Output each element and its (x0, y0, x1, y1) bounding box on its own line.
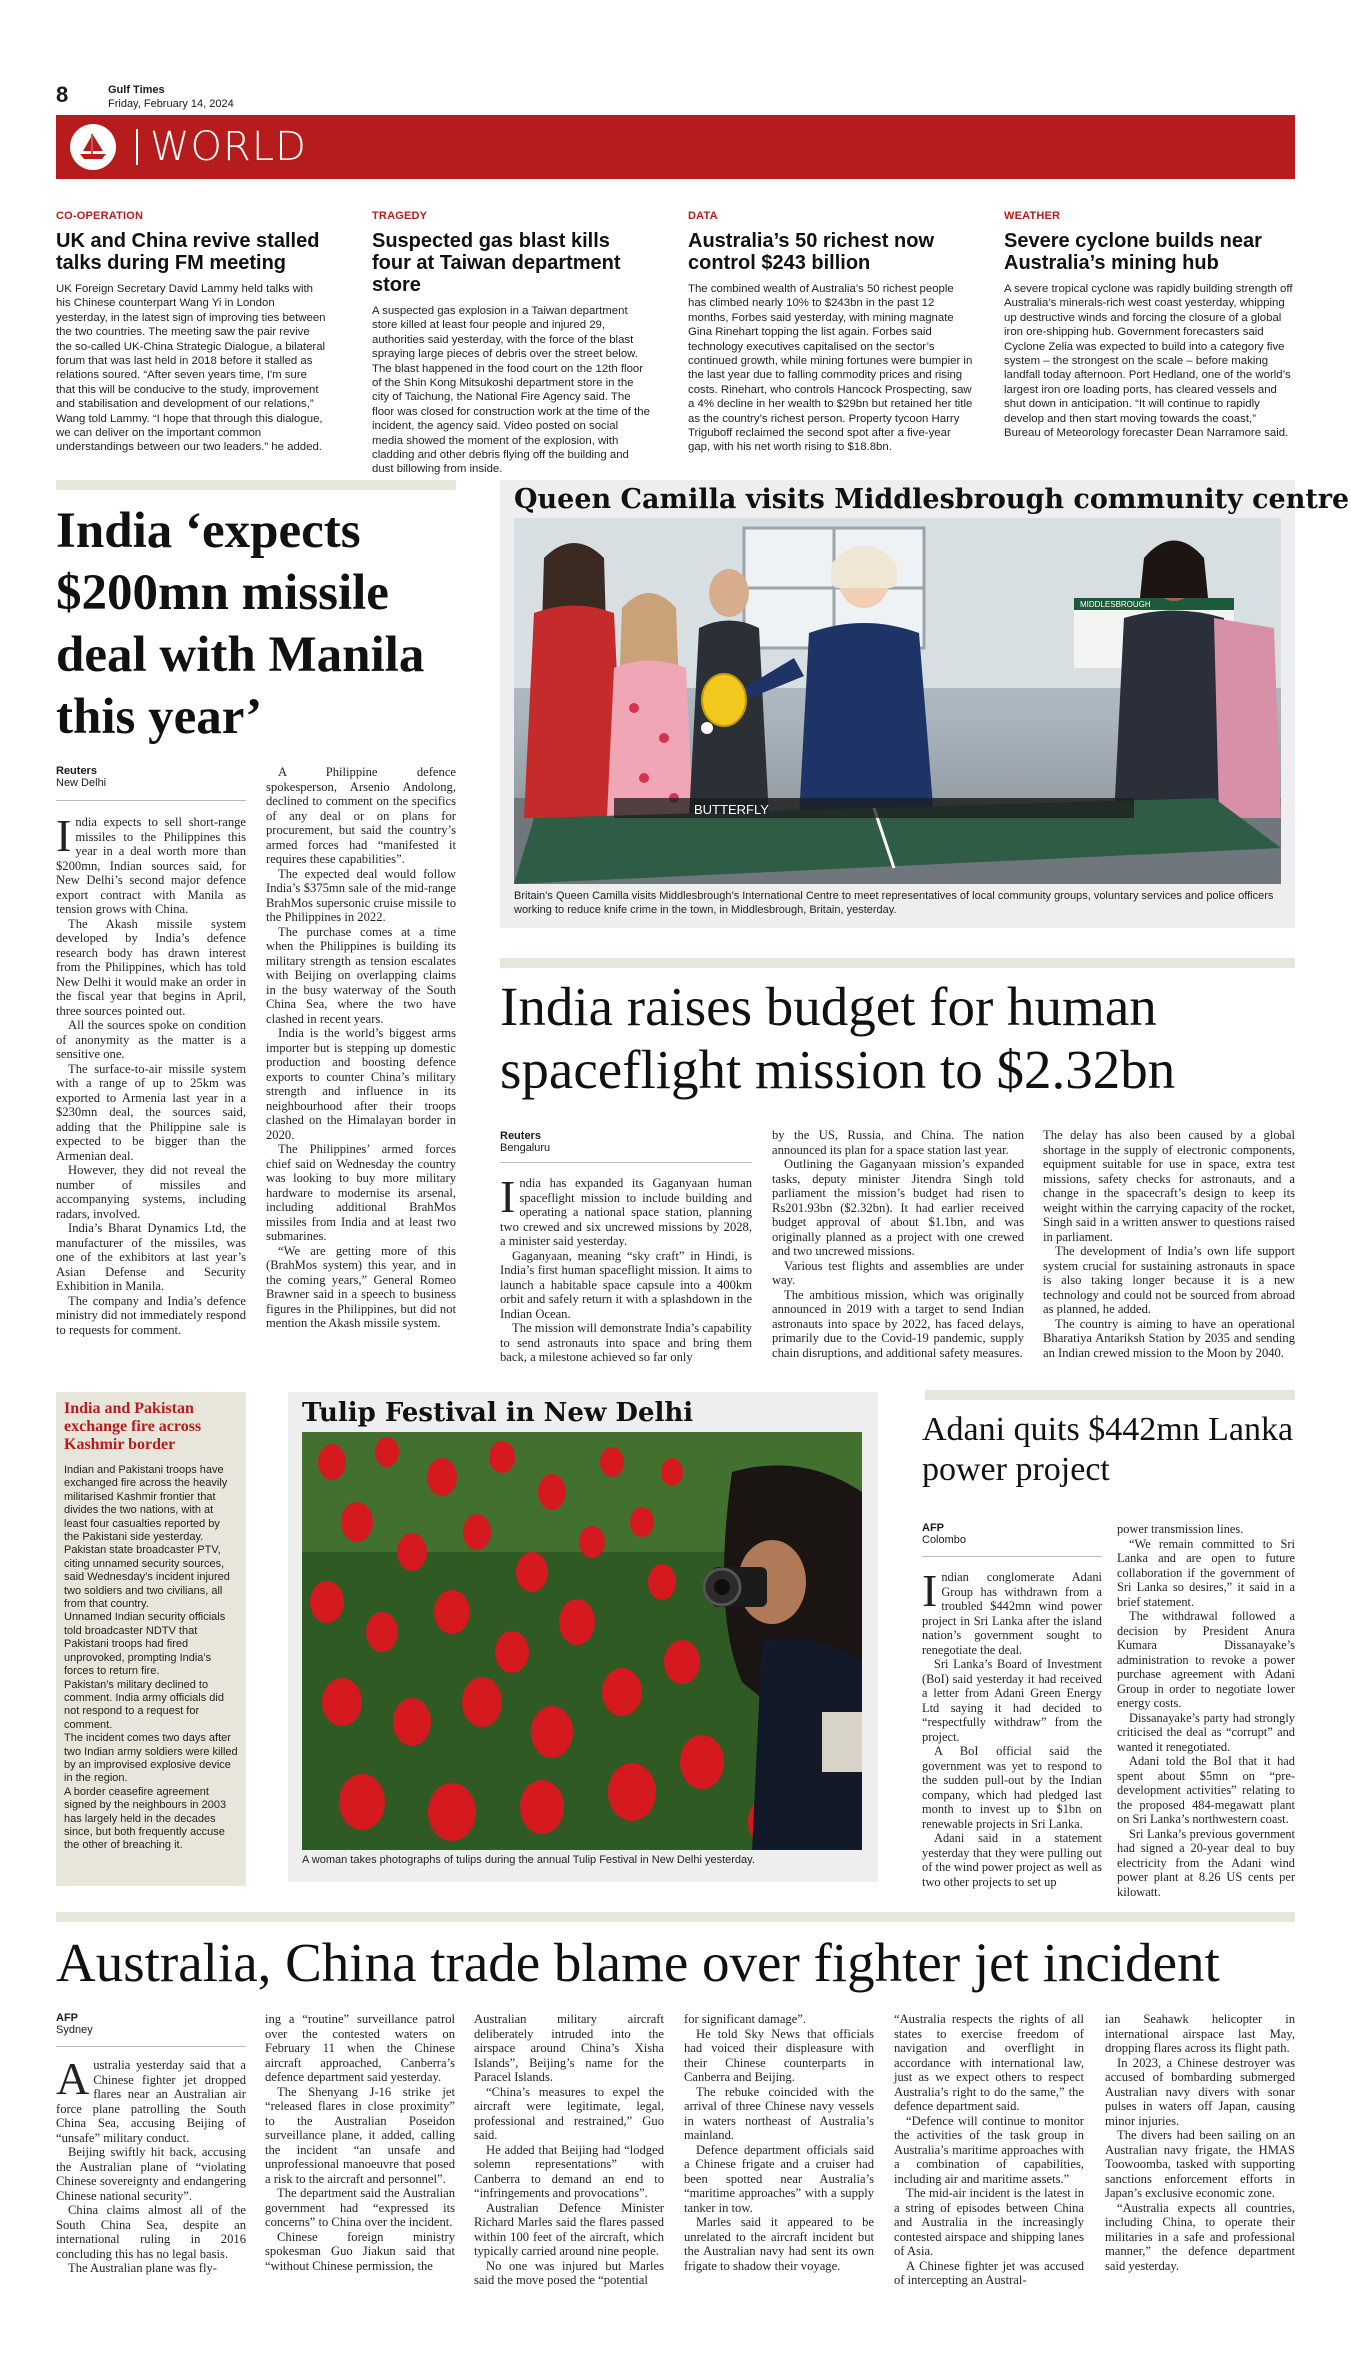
issue-date: Friday, February 14, 2024 (108, 98, 234, 110)
lead-paragraph: ndia has expanded its Gaganyaan human spaceflight mission to include building and operating a national space station, planning two crewed and six uncrewed missions by 2028, a minister said yesterday. (500, 1176, 752, 1248)
paragraph: Australian Defence Minister Richard Marles said the flares passed within 100 feet of the aircraft, which typically carried around nine people. (474, 2200, 664, 2258)
spaceflight-byline (500, 1130, 550, 1154)
paragraph: Marles said it appeared to be unrelated to the aircraft incident but the Australian navy had sent its own frigate to shadow their voyage. (684, 2215, 874, 2273)
paragraph: In 2023, a Chinese destroyer was accused of bombarding submerged Australian navy divers with sonar pulses in waters off Japan, causing minor injuries. (1105, 2055, 1295, 2128)
paragraph: The mission will demonstrate India’s capability to send astronauts into space and bring them back, a milestone achieved so far only (500, 1321, 752, 1364)
adani-col2 (1117, 1522, 1295, 1899)
byline-source: AFP (922, 1522, 944, 1534)
paragraph: A border ceasefire agreement signed by the neighbours in 2003 has largely held in the decades since, but both frequently accuse the other of breaching it. (64, 1785, 227, 1852)
paragraph: power transmission lines. (1117, 1522, 1244, 1536)
lead-paragraph: ndia expects to sell short-range missiles to the Philippines this year in a deal worth more than $200mn, Indian sources said, for New Delhi’s second major defence export contract with Manila as tension grows with China. (56, 815, 246, 916)
paragraph: The incident comes two days after two Indian army soldiers were killed by an improvised explosive device in the region. (64, 1732, 238, 1785)
spaceflight-byline-rule (500, 1162, 752, 1163)
paragraph: The Akash missile system developed by India’s defence research body has drawn interest from the Philippines, which has told New Delhi it would make an order in the fiscal year that begins in April, three sources pointed out. (56, 916, 246, 1018)
brief-data (688, 210, 973, 455)
jet-top-rule (56, 1912, 1295, 1922)
paragraph: ing a “routine” surveillance patrol over the contested waters on February 11 when the Chinese aircraft approached, Canberra’s defence department said yesterday. (265, 2012, 455, 2084)
missile-col2 (266, 765, 456, 1331)
paragraph: A Chinese fighter jet was accused of intercepting an Austral- (894, 2258, 1084, 2287)
byline-location: Sydney (56, 2024, 93, 2036)
byline-source: Reuters (500, 1130, 541, 1142)
section-banner (56, 115, 1295, 179)
section-divider (136, 129, 138, 165)
paragraph: The ambitious mission, which was originally announced in 2019 with a target to send Indian astronauts into space by 2022, has faced delays, primarily due to the Covid-19 pandemic, supply chain disruptions, and additional safety measures. (772, 1287, 1024, 1360)
jet-headline: Australia, China trade blame over fighter jet incident (56, 1932, 1220, 1993)
byline-location: Colombo (922, 1534, 967, 1546)
paragraph: The Shenyang J-16 strike jet “released flares in close proximity” to the Australian Poseidon surveillance plane, it added, calling the incident “an unsafe and unprofessional manoeuvre that posed a risk to the aircraft and personnel”. (265, 2084, 455, 2186)
spaceflight-top-rule (500, 958, 1295, 968)
paragraph: The withdrawal followed a decision by President Anura Kumara Dissanayake’s administration to revoke a power purchase agreement with Adani Group in order to negotiate lower energy costs. (1117, 1609, 1295, 1710)
paragraph: Unnamed Indian security officials told broadcaster NDTV that Pakistani troops had fired unprovoked, prompting India’s forces to return fire. (64, 1611, 226, 1678)
brief-tag: WEATHER (1004, 210, 1061, 222)
paragraph: All the sources spoke on condition of anonymity as the matter is a sensitive one. (56, 1018, 246, 1061)
paragraph: The surface-to-air missile system with a range of up to 25km was exported to Armenia last year in a $230mn deal, the sources said, adding that the Philippine sale is expected to be bigger than the Armenian deal. (56, 1061, 246, 1163)
brief-tag: CO-OPERATION (56, 210, 144, 222)
paragraph: Pakistan state broadcaster PTV, citing unnamed security sources, said Wednesday’s incident injured two soldiers and two civilians, all from that country. (64, 1544, 230, 1611)
missile-col1 (56, 810, 246, 1337)
dropcap: I (56, 810, 72, 861)
paragraph: Indian and Pakistani troops have exchanged fire across the heavily militarised Kashmir frontier that divides the two nations, with at least four casualties reported by the Pakistani side yesterday. (64, 1464, 228, 1544)
paragraph: The mid-air incident is the latest in a string of episodes between China and Australia in the increasingly contested airspace and shipping lanes of Asia. (894, 2186, 1084, 2258)
paragraph: The Philippines’ armed forces chief said on Wednesday the country was looking to buy more military hardware to modernise its arsenal, including additional BrahMos missiles from India and at least two submarines. (266, 1142, 456, 1243)
jet-col3 (474, 2012, 664, 2288)
paragraph: Chinese foreign ministry spokesman Guo Jiakun said that “without Chinese permission, the (265, 2229, 455, 2273)
paragraph: Dissanayake’s party had strongly criticised the deal as “corrupt” and wanted it renegotiated. (1117, 1710, 1295, 1754)
paragraph: The country is aiming to have an operational Bharatiya Antariksh Station by 2035 and sending an Indian crewed mission to the Moon by 2040. (1043, 1316, 1295, 1360)
brief-text: UK Foreign Secretary David Lammy held talks with his Chinese counterpart Wang Yi in London yesterday, in the latest sign of improving ties between the two countries. The meeting saw the pair revive the so-called UK-China Strategic Dialogue, a bilateral forum that was last held in 2018 before it stalled as relations soured. “After seven years time, I'm sure that this will be conducive to the study, improvement and stabilisation and development of our relations,” Wang told Lammy. “I hope that through this dialogue, we can deliver on the important common understandings between our two leaders.” he added. (56, 283, 326, 454)
missile-byline-rule (56, 800, 246, 801)
paper-name: Gulf Times (108, 84, 165, 96)
photo-table-text: BUTTERFLY (694, 802, 769, 817)
brief-text: A severe tropical cyclone was rapidly building strength off Australia’s minerals-rich west coast yesterday, whipping up destructive winds and forcing the closure of a global iron ore-shipping hub. Government forecasters said Cyclone Zelia was expected to build into a category five system – the strongest on the scale – before making landfall today afternoon. Port Hedland, one of the world’s largest iron ore loading ports, has cleared vessels and shut down in anticipation. “It will continue to rapidly develop and then start moving towards the coast,” Bureau of Meteorology forecaster Dean Narramore said. (1004, 283, 1293, 440)
camilla-photo-panel (500, 480, 1350, 928)
paragraph: The development of India’s own life support system crucial for sustaining astronauts in space is also taking longer because it is a new technology and could not be sourced from abroad as planned, he added. (1043, 1244, 1295, 1316)
paragraph: “We remain committed to Sri Lanka and are open to future collaboration if the government of Sri Lanka so desires,” it said in a brief statement. (1117, 1536, 1295, 1609)
paragraph: The delay has also been caused by a global shortage in the supply of electronic components, equipment suitable for use in space, extra test missions, safety checks for astronauts, and a change in the spacecraft’s design to keep its weight within the carrying capacity of the rocket, Singh said in a written answer to questions raised in parliament. (1043, 1128, 1295, 1244)
section-title: WORLD (150, 124, 307, 170)
adani-byline-rule (922, 1556, 1102, 1557)
paragraph: Sri Lanka’s Board of Investment (BoI) said yesterday it had received a letter from Adani Green Energy Ltd saying it had decided to “respectfully withdraw” from the project. (922, 1657, 1102, 1744)
paragraph: for significant damage”. (684, 2012, 807, 2026)
brief-headline: Australia’s 50 richest now control $243 billion (688, 230, 935, 274)
spaceflight-headline: India raises budget for human spaceflight mission to $2.32bn (500, 976, 1176, 1100)
spaceflight-col1 (500, 1171, 752, 1365)
paragraph: Adani told the BoI that it had spent about $5mn on “pre-development activities” relating to the proposed 484-megawatt plant on Sri Lanka’s northwestern coast. (1117, 1754, 1295, 1826)
ship-logo-icon (70, 124, 116, 170)
paragraph: China claims almost all of the South China Sea, despite an international ruling in 2016 concluding this has no legal basis. (56, 2203, 246, 2261)
paragraph: Adani said in a statement yesterday that they were pulling out of the wind power project as well as two other projects to set up (922, 1831, 1102, 1889)
paragraph: Beijing swiftly hit back, accusing the Australian plane of “violating Chinese sovereignty and endangering Chinese national security”. (56, 2145, 246, 2203)
lead-paragraph: ndian conglomerate Adani Group has withdrawn from a troubled $442mn wind power project in Sri Lanka after the island nation’s government sought to renegotiate the deal. (922, 1570, 1102, 1657)
paragraph: The purchase comes at a time when the Philippines is building its military strength as tension escalates with Beijing on overlapping claims in the busy waterway of the South China Sea, where the two have clashed in recent years. (266, 924, 456, 1026)
paragraph: Gaganyaan, meaning “sky craft” in Hindi, is India’s first human spaceflight mission. It aims to launch a habitable space capsule into a 400km orbit and safely return it with a splashdown in the Indian Ocean. (500, 1248, 752, 1321)
paragraph: Australian military aircraft deliberately intruded into the airspace around China’s Xisha Islands”, Beijing’s name for the Paracel Islands. (474, 2012, 664, 2084)
paragraph: A BoI official said the government was yet to respond to the sudden pull-out by the Indian company, which had pledged last month to invest up to $1bn on renewable projects in Sri Lanka. (922, 1744, 1102, 1831)
brief-cooperation (56, 210, 326, 455)
paragraph: The department said the Australian government had “expressed its concerns” to China over the incident. (265, 2186, 455, 2229)
jet-byline (56, 2012, 93, 2036)
tulip-photo-title: Tulip Festival in New Delhi (302, 1398, 694, 1428)
paragraph: However, they did not reveal the number of missiles and accompanying systems, including radars, involved. (56, 1163, 246, 1221)
dropcap: A (56, 2053, 90, 2104)
jet-col5 (894, 2012, 1084, 2288)
paragraph: Various test flights and assemblies are under way. (772, 1258, 1024, 1287)
paragraph: The divers had been sailing on an Australian navy frigate, the HMAS Toowoomba, tasked with supporting sanctions enforcement efforts in Japan’s exclusive economic zone. (1105, 2128, 1295, 2200)
paragraph: Defence department officials said a Chinese frigate and a cruiser had been spotted near Australia’s “maritime approaches” with a supply tanker in tow. (684, 2142, 874, 2215)
jet-byline-rule (56, 2046, 246, 2047)
jet-col4 (684, 2012, 874, 2273)
jet-col2 (265, 2012, 455, 2273)
paragraph: He told Sky News that officials had voiced their displeasure with their Chinese counterparts in Canberra and Beijing. (684, 2026, 874, 2084)
kashmir-sidebar (56, 1392, 246, 1886)
lead-paragraph: ustralia yesterday said that a Chinese fighter jet dropped flares near an Australian air force plane patrolling the South China Sea, accusing Beijing of “unsafe” military conduct. (56, 2058, 246, 2145)
paragraph: “We are getting more of this (BrahMos system) this year, and in the coming years,” General Romeo Brawner said in a speech to business figures in the Philippines, but did not mention the Akash missile system. (266, 1243, 456, 1330)
jet-col6 (1105, 2012, 1295, 2273)
camilla-photo-title: Queen Camilla visits Middlesbrough community centre (514, 484, 1350, 515)
spaceflight-col2 (772, 1128, 1024, 1360)
paragraph: by the US, Russia, and China. The nation announced its plan for a space station last year. (772, 1128, 1024, 1157)
brief-headline: Severe cyclone builds near Australia’s mining hub (1004, 230, 1262, 274)
paragraph: ian Seahawk helicopter in international airspace last May, dropping flares across its flight path. (1105, 2012, 1295, 2055)
paragraph: Outlining the Gaganyaan mission’s expanded tasks, deputy minister Jitendra Singh told parliament the mission’s budget had risen to Rs201.93bn ($2.32bn). It had earlier received budget approval of about $1.1bn, and was originally planned as a project with one crewed and two uncrewed missions. (772, 1157, 1024, 1258)
paragraph: “Australia expects all countries, including China, to operate their militaries in a safe and professional manner,” the defence department said yesterday. (1105, 2200, 1295, 2273)
paragraph: The Australian plane was fly- (68, 2261, 217, 2275)
byline-location: Bengaluru (500, 1142, 551, 1154)
brief-headline: Suspected gas blast kills four at Taiwan department store (372, 230, 621, 296)
brief-tragedy (372, 210, 650, 477)
paragraph: He added that Beijing had “lodged solemn representations” with Canberra to demand an end to “infringements and provocations”. (474, 2142, 664, 2200)
jet-col1 (56, 2053, 246, 2276)
paragraph: “China’s measures to expel the aircraft were legitimate, legal, professional and restrained,” Guo said. (474, 2084, 664, 2142)
paragraph: The company and India’s defence ministry did not immediately respond to requests for comment. (56, 1293, 246, 1337)
brief-weather (1004, 210, 1295, 440)
adani-headline: Adani quits $442mn Lanka power project (922, 1411, 1294, 1488)
brief-text: The combined wealth of Australia’s 50 richest people has climbed nearly 10% to $243bn in the past 12 months, Forbes said yesterday, with mining magnate Gina Rinehart topping the list again. Forbes said technology executives capitalised on the sector’s continued growth, while mining fortunes were bumpier in the last year due to falling commodity prices and rising costs. Rinehart, who controls Hancock Prospecting, saw a 4% decline in her wealth to $29bn but retained her title as the country’s richest person. Property tycoon Harry Triguboff reclaimed the second spot after a five-year gap, with his net worth rising to $18.8bn. (688, 283, 973, 454)
missile-byline (56, 765, 106, 789)
missile-top-rule (56, 480, 456, 490)
dropcap: I (500, 1171, 516, 1222)
camilla-photo (514, 518, 1281, 884)
paragraph: India’s Bharat Dynamics Ltd, the manufacturer of the missiles, was one of the exhibitors at last year’s Asian Defense and Security Exhibition in Manila. (56, 1221, 246, 1293)
dropcap: I (922, 1565, 938, 1616)
photo-sign-text: MIDDLESBROUGH (1080, 600, 1151, 609)
brief-tag: DATA (688, 210, 718, 222)
paragraph: No one was injured but Marles said the move posed the “potential (474, 2258, 664, 2287)
brief-tag: TRAGEDY (372, 210, 428, 222)
kashmir-body (64, 1464, 238, 1853)
brief-text: A suspected gas explosion in a Taiwan department store killed at least four people and injured 29, authorities said yesterday, with the force of the blast spraying large pieces of debris over the street below. The blast happened in the food court on the 12th floor of the Shin Kong Mitsukoshi department store in the city of Taichung, the National Fire Agency said. The floor was closed for construction work at the time of the incident, the agency said. Video posted on social media showed the moment of the explosion, with cladding and other debris flying off the building and dust billowing from inside. (372, 305, 650, 476)
paragraph: “Australia respects the rights of all states to exercise freedom of navigation and overflight in accordance with international law, just as we expect others to respect Australia’s right to do the same,” the defence department said. (894, 2012, 1084, 2113)
paragraph: “Defence will continue to monitor the activities of the task group in Australia’s maritime approaches with a combination of capabilities, including air and maritime assets.” (894, 2113, 1084, 2186)
byline-location: New Delhi (56, 777, 107, 789)
paragraph: The expected deal would follow India’s $375mn sale of the mid-range BrahMos supersonic cruise missile to the Philippines in 2022. (266, 866, 456, 924)
byline-source: AFP (56, 2012, 78, 2024)
spaceflight-col3 (1043, 1128, 1295, 1360)
tulip-caption: A woman takes photographs of tulips during the annual Tulip Festival in New Delhi yesterday. (302, 1854, 755, 1866)
byline-source: Reuters (56, 765, 97, 777)
paragraph: The rebuke coincided with the arrival of three Chinese navy vessels in waters northeast of Australia’s mainland. (684, 2084, 874, 2142)
paragraph: A Philippine defence spokesperson, Arsenio Andolong, declined to comment on the specifics of any deal or on plans for procurement, but said the country’s armed forces had “manifested it requires these capabilities”. (266, 765, 456, 866)
camilla-caption: Britain’s Queen Camilla visits Middlesbrough’s International Centre to meet representatives of local community groups, voluntary services and police officers working to reduce knife crime in the town, in Middlesbrough, Britain, yesterday. (514, 890, 1274, 916)
brief-headline: UK and China revive stalled talks during FM meeting (56, 230, 320, 274)
tulip-photo (302, 1432, 862, 1850)
page-number: 8 (56, 82, 69, 107)
kashmir-headline: India and Pakistan exchange fire across Kashmir border (64, 1400, 202, 1453)
paragraph: Sri Lanka’s previous government had signed a 20-year deal to buy electricity from the Adani wind power plant at 8.26 US cents per kilowatt. (1117, 1826, 1295, 1899)
adani-byline (922, 1522, 966, 1546)
tulip-photo-panel (288, 1392, 878, 1882)
adani-col1 (922, 1565, 1102, 1889)
adani-top-rule (925, 1390, 1295, 1400)
missile-headline: India ‘expects $200mn missile deal with Manila this year’ (56, 503, 425, 745)
paragraph: Pakistan’s military declined to comment. India army officials did not respond to a request for comment. (64, 1678, 224, 1731)
paragraph: India is the world’s biggest arms importer but is stepping up domestic production and boosting defence exports to counter China’s military strength and influence in its neighbourhood after their troops clashed on the Himalayan border in 2020. (266, 1026, 456, 1142)
